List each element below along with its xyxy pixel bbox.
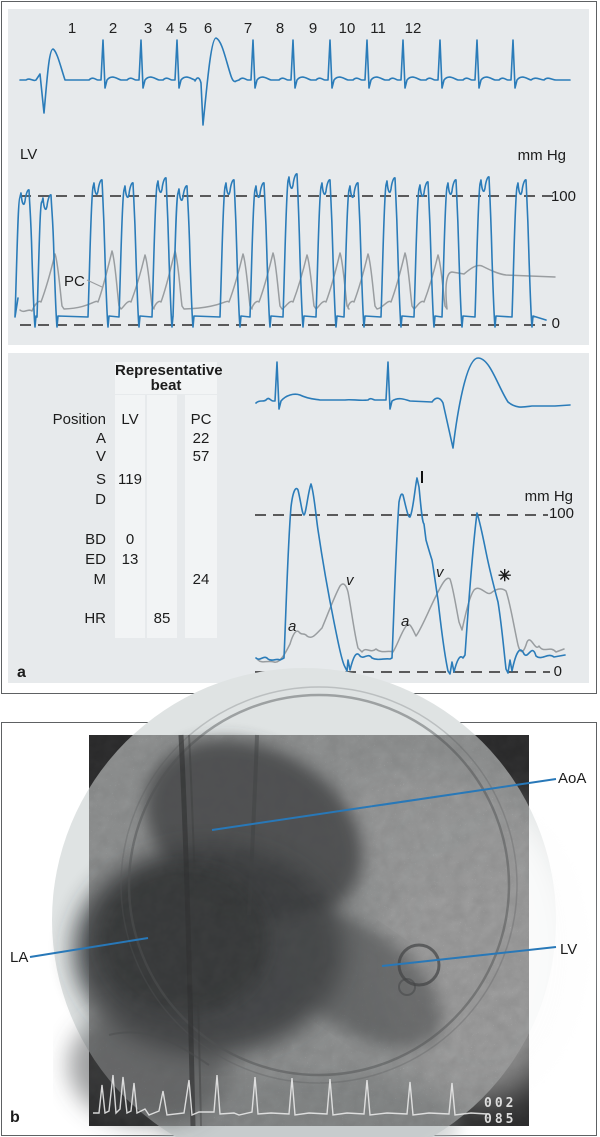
osd-line-2: 085	[484, 1112, 517, 1127]
table-cell-pc: PC	[190, 411, 212, 428]
aoa-leader-line	[212, 779, 556, 830]
la-annotation-label: LA	[10, 949, 29, 966]
table-row-label: ED	[85, 551, 106, 568]
table-cell-lv: LV	[121, 411, 139, 428]
ref-100-label: 100	[550, 188, 576, 205]
table-cell-pc: 57	[192, 448, 210, 465]
v-wave-label-1: v	[346, 572, 354, 589]
rep-table-rows	[8, 353, 228, 653]
rep-ecg-chart	[250, 353, 580, 468]
table-row-label: M	[93, 571, 106, 588]
beat-number: 5	[178, 20, 188, 37]
table-row-label: Position	[52, 411, 106, 428]
rep-ref-0-label: 0	[553, 663, 562, 680]
table-row-label: BD	[85, 531, 106, 548]
rep-units-label: mm Hg	[524, 488, 573, 505]
table-cell-pc: 22	[192, 430, 210, 447]
table-row-label: V	[95, 448, 106, 465]
ref-0-label: 0	[551, 315, 560, 332]
ecg-strip-chart	[18, 35, 590, 145]
table-row-label: HR	[84, 610, 106, 627]
table-row-label: A	[95, 430, 106, 447]
table-cell-lv: 13	[121, 551, 139, 568]
a-wave-label-2: a	[401, 613, 410, 630]
table-cell-lv: 119	[118, 471, 142, 488]
table-cell-lv: 0	[125, 531, 135, 548]
lv-pressure-label: LV	[20, 146, 38, 163]
beat-number: 3	[143, 20, 153, 37]
table-header-line2: beat	[150, 377, 182, 394]
panel-a-box	[1, 1, 597, 694]
pressure-units-label: mm Hg	[517, 147, 566, 164]
beat-number: 11	[370, 20, 386, 37]
representative-beat-panel	[8, 353, 589, 683]
pc-pressure-label: PC	[64, 273, 85, 290]
table-row-label: S	[95, 471, 106, 488]
ecg-trace	[20, 38, 570, 125]
table-row-label: D	[95, 491, 106, 508]
rep-ecg-trace	[256, 358, 570, 448]
beat-number: 7	[243, 20, 253, 37]
annotation-leader-lines	[2, 723, 596, 1135]
panel-b-letter: b	[10, 1109, 20, 1126]
beat-number: 6	[203, 20, 213, 37]
asterisk-marker: ✳	[498, 568, 512, 585]
a-wave-label-1: a	[288, 618, 297, 635]
panel-b-box	[1, 722, 597, 1136]
table-header-line1: Representative	[115, 362, 223, 379]
osd-line-1: 002	[484, 1096, 517, 1111]
table-cell-pc: 24	[192, 571, 210, 588]
rep-pc-trace	[258, 578, 564, 662]
v-wave-label-2: v	[436, 564, 444, 581]
beat-number: 1	[67, 20, 77, 37]
lv-annotation-label: LV	[560, 941, 578, 958]
ecg-pressure-panel	[8, 9, 589, 345]
table-cell-mid: 85	[153, 610, 171, 627]
beat-number: 8	[275, 20, 285, 37]
panel-a-letter: a	[17, 664, 26, 681]
aoa-annotation-label: AoA	[558, 770, 587, 787]
beat-number: 4	[165, 20, 175, 37]
la-leader-line	[30, 938, 148, 957]
beat-number: 9	[308, 20, 318, 37]
beat-number: 2	[108, 20, 118, 37]
beat-number: 10	[338, 20, 356, 37]
beat-number: 12	[404, 20, 422, 37]
rep-ref-100-label: 100	[548, 505, 574, 522]
lv-leader-line	[382, 947, 556, 966]
pressure-strip-chart	[18, 158, 590, 340]
